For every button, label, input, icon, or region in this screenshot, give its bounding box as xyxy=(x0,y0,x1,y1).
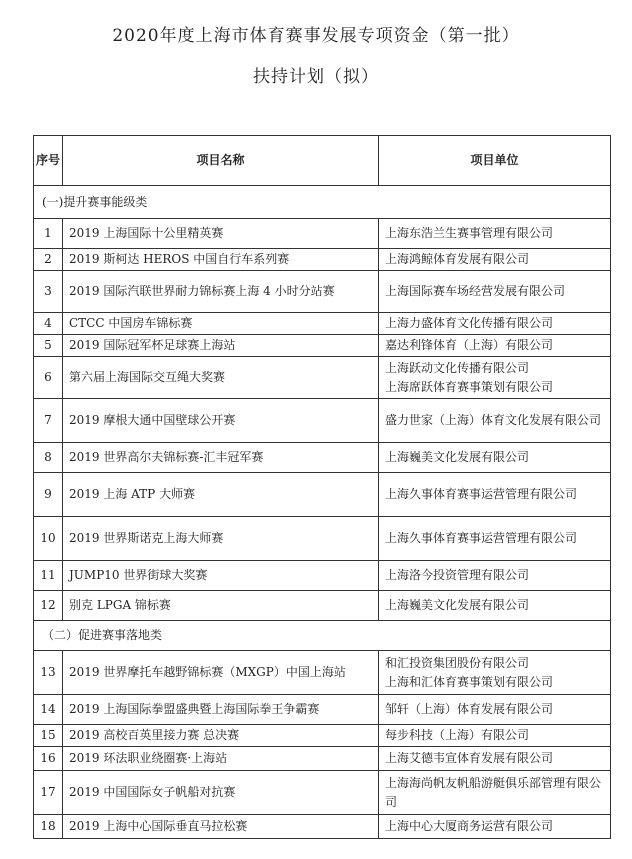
table-row xyxy=(34,335,611,357)
project-unit: 邹轩（上海）体育发展有限公司 xyxy=(379,695,611,725)
row-number: 17 xyxy=(34,771,63,815)
project-name: 2019 中国国际女子帆船对抗赛 xyxy=(63,771,379,815)
table-row xyxy=(34,771,611,815)
row-number: 9 xyxy=(34,473,63,517)
project-name: JUMP10 世界街球大奖赛 xyxy=(63,561,379,591)
project-unit: 上海力盛体育文化传播有限公司 xyxy=(379,313,611,335)
row-number: 7 xyxy=(34,399,63,443)
row-number: 8 xyxy=(34,443,63,473)
project-unit: 盛力世家（上海）体育文化发展有限公司 xyxy=(379,399,611,443)
table-row xyxy=(34,651,611,695)
row-number: 10 xyxy=(34,517,63,561)
table-row xyxy=(34,313,611,335)
header-unit: 项目单位 xyxy=(379,136,611,186)
project-unit: 每步科技（上海）有限公司 xyxy=(379,725,611,747)
project-name: CTCC 中国房车锦标赛 xyxy=(63,313,379,335)
project-unit: 和汇投资集团股份有限公司 上海和汇体育赛事策划有限公司 xyxy=(379,651,611,695)
funding-plan-table xyxy=(33,135,611,839)
row-number: 3 xyxy=(34,271,63,313)
row-number: 13 xyxy=(34,651,63,695)
row-number: 14 xyxy=(34,695,63,725)
section-label: (一)提升赛事能级类 xyxy=(34,186,611,219)
table-row xyxy=(34,591,611,621)
project-name: 2019 上海国际拳盟盛典暨上海国际拳王争霸赛 xyxy=(63,695,379,725)
table-row xyxy=(34,271,611,313)
section-row xyxy=(34,621,611,651)
project-unit: 上海鸿鲸体育发展有限公司 xyxy=(379,249,611,271)
row-number: 18 xyxy=(34,815,63,839)
row-number: 2 xyxy=(34,249,63,271)
project-unit: 上海巍美文化发展有限公司 xyxy=(379,591,611,621)
document-subtitle: 扶持计划（拟） xyxy=(253,67,379,87)
table-row xyxy=(34,747,611,771)
project-name: 2019 上海国际十公里精英赛 xyxy=(63,219,379,249)
project-name: 2019 世界高尔夫锦标赛-汇丰冠军赛 xyxy=(63,443,379,473)
project-name: 2019 环法职业绕圈赛·上海站 xyxy=(63,747,379,771)
project-name: 2019 斯柯达 HEROS 中国自行车系列赛 xyxy=(63,249,379,271)
project-unit: 上海巍美文化发展有限公司 xyxy=(379,443,611,473)
table-row xyxy=(34,517,611,561)
project-name: 别克 LPGA 锦标赛 xyxy=(63,591,379,621)
table-row xyxy=(34,815,611,839)
project-unit: 上海海尚帆友帆船游艇俱乐部管理有限公司 xyxy=(379,771,611,815)
row-number: 12 xyxy=(34,591,63,621)
row-number: 4 xyxy=(34,313,63,335)
project-unit: 上海东浩兰生赛事管理有限公司 xyxy=(379,219,611,249)
project-unit: 上海久事体育赛事运营管理有限公司 xyxy=(379,517,611,561)
row-number: 15 xyxy=(34,725,63,747)
project-unit: 上海中心大厦商务运营有限公司 xyxy=(379,815,611,839)
row-number: 1 xyxy=(34,219,63,249)
project-name: 2019 国际冠军杯足球赛上海站 xyxy=(63,335,379,357)
table-row xyxy=(34,399,611,443)
section-row xyxy=(34,186,611,219)
project-unit: 上海跃动文化传播有限公司 上海席跃体育赛事策划有限公司 xyxy=(379,357,611,399)
row-number: 5 xyxy=(34,335,63,357)
table-row xyxy=(34,443,611,473)
table-row xyxy=(34,473,611,517)
project-unit: 嘉达利锋体育（上海）有限公司 xyxy=(379,335,611,357)
project-name: 2019 上海 ATP 大师赛 xyxy=(63,473,379,517)
table-row xyxy=(34,249,611,271)
project-unit: 上海艾德韦宣体育发展有限公司 xyxy=(379,747,611,771)
header-name: 项目名称 xyxy=(63,136,379,186)
table-header-row xyxy=(34,136,611,186)
project-name: 2019 上海中心国际垂直马拉松赛 xyxy=(63,815,379,839)
project-name: 2019 世界斯诺克上海大师赛 xyxy=(63,517,379,561)
project-name: 2019 世界摩托车越野锦标赛（MXGP）中国上海站 xyxy=(63,651,379,695)
header-num: 序号 xyxy=(34,136,63,186)
project-unit: 上海国际赛车场经营发展有限公司 xyxy=(379,271,611,313)
table-row xyxy=(34,357,611,399)
project-unit: 上海洛今投资管理有限公司 xyxy=(379,561,611,591)
table-row xyxy=(34,695,611,725)
table-row xyxy=(34,725,611,747)
table-row xyxy=(34,561,611,591)
project-name: 2019 摩根大通中国壁球公开赛 xyxy=(63,399,379,443)
project-unit: 上海久事体育赛事运营管理有限公司 xyxy=(379,473,611,517)
section-label: （二）促进赛事落地类 xyxy=(34,621,611,651)
project-name: 2019 国际汽联世界耐力锦标赛上海 4 小时分站赛 xyxy=(63,271,379,313)
row-number: 6 xyxy=(34,357,63,399)
row-number: 11 xyxy=(34,561,63,591)
table-row xyxy=(34,219,611,249)
row-number: 16 xyxy=(34,747,63,771)
project-name: 第六届上海国际交互绳大奖赛 xyxy=(63,357,379,399)
document-title: 2020年度上海市体育赛事发展专项资金（第一批） xyxy=(112,26,520,46)
project-name: 2019 高校百英里接力赛 总决赛 xyxy=(63,725,379,747)
